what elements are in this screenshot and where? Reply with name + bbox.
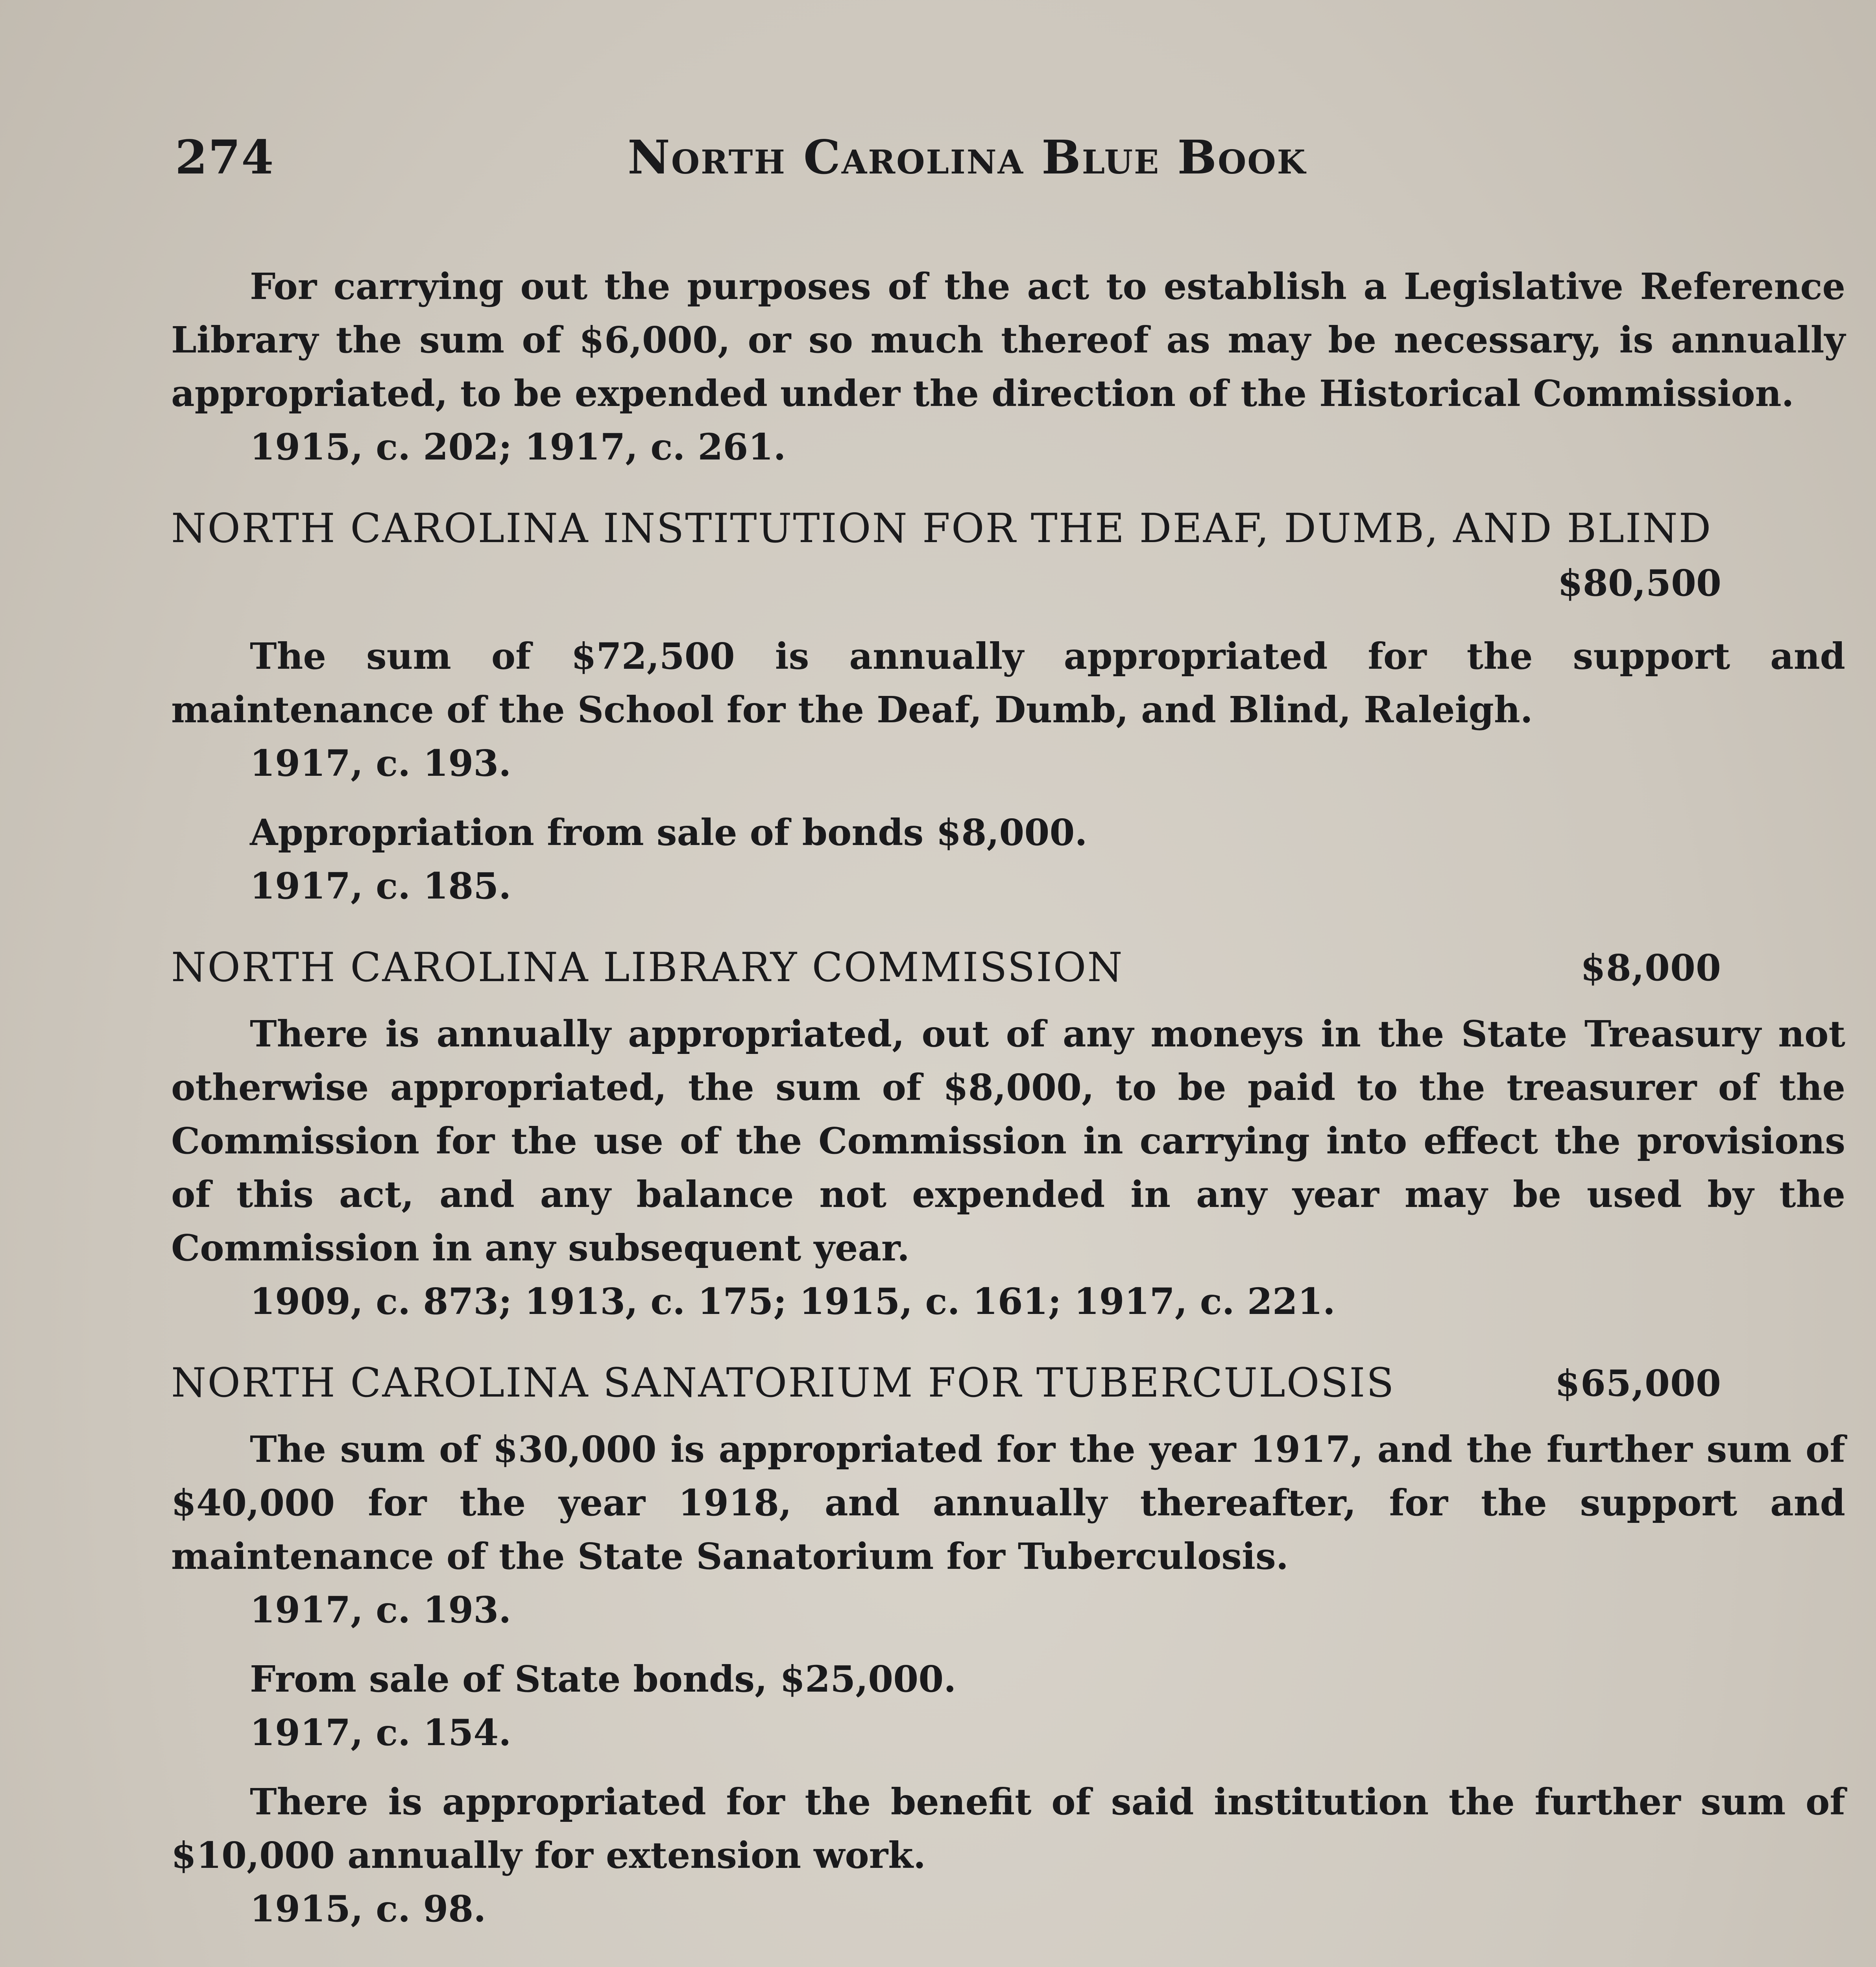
intro-paragraph: For carrying out the purposes of the act to establish a Legislative Reference Library the sum of $6,000, or so much thereof as may be necessary, is annually appropriated, to be expended under the direction of the Historical Commission. [171, 265, 1845, 415]
paragraph: The sum of $72,500 is annually appropriated for the support and maintenance of the School for the Deaf, Dumb, and Blind, Raleigh. [171, 635, 1845, 731]
section-heading [171, 501, 1721, 556]
section-amount: $65,000 [1555, 1362, 1721, 1404]
paragraph: There is annually appropriated, out of any moneys in the State Treasury not otherwise appropriated, the sum of $8,000, to be paid to the treasurer of the Commission for the use of the Commission in carrying into effect the provisions of this act, and any balance not expended in any year may be used by the Commission in any subsequent year. [171, 1013, 1845, 1269]
running-title: North Carolina Blue Book [628, 130, 1307, 185]
section-title: NORTH CAROLINA LIBRARY COMMISSION [171, 944, 1124, 991]
section-amount: $8,000 [1580, 947, 1721, 989]
paragraph: Appropriation from sale of bonds $8,000. [250, 811, 1088, 854]
section-heading [171, 1356, 1721, 1411]
citation: 1917, c. 185. [250, 865, 511, 907]
section-heading [171, 940, 1721, 995]
section-amount [1555, 1963, 1721, 1967]
section-heading [171, 1963, 1721, 1967]
citation: 1915, c. 98. [250, 1888, 486, 1930]
section-title: NORTH CAROLINA SANATORIUM FOR TUBERCULOSIS [171, 1360, 1395, 1406]
citation: 1917, c. 193. [250, 742, 511, 784]
section-deaf-dumb-blind [171, 501, 1845, 913]
section-amount: $80,500 [1557, 562, 1721, 604]
page-header [175, 130, 1837, 185]
citation: 1909, c. 873; 1913, c. 175; 1915, c. 161; 1917, c. 221. [250, 1280, 1335, 1323]
paragraph: The sum of $30,000 is appropriated for the year 1917, and the further sum of $40,000 for the year 1918, and annually thereafter, for the support and maintenance of the State Sanatorium for Tuberculosis. [171, 1428, 1845, 1578]
page-body [171, 260, 1845, 1967]
citation: 1917, c. 154. [250, 1711, 511, 1754]
paragraph: There is appropriated for the benefit of said institution the further sum of $10,000 annually for extension work. [171, 1781, 1845, 1877]
section-school-for-deaf [171, 1963, 1845, 1967]
citation: 1917, c. 193. [250, 1589, 511, 1631]
section-sanatorium [171, 1356, 1845, 1936]
section-library-commission [171, 940, 1845, 1328]
citation: 1915, c. 202; 1917, c. 261. [250, 426, 786, 468]
section-title: NORTH CAROLINA INSTITUTION FOR THE DEAF, DUMB, AND BLIND [171, 505, 1712, 552]
page-number: 274 [175, 130, 275, 185]
paragraph: From sale of State bonds, $25,000. [250, 1658, 956, 1700]
